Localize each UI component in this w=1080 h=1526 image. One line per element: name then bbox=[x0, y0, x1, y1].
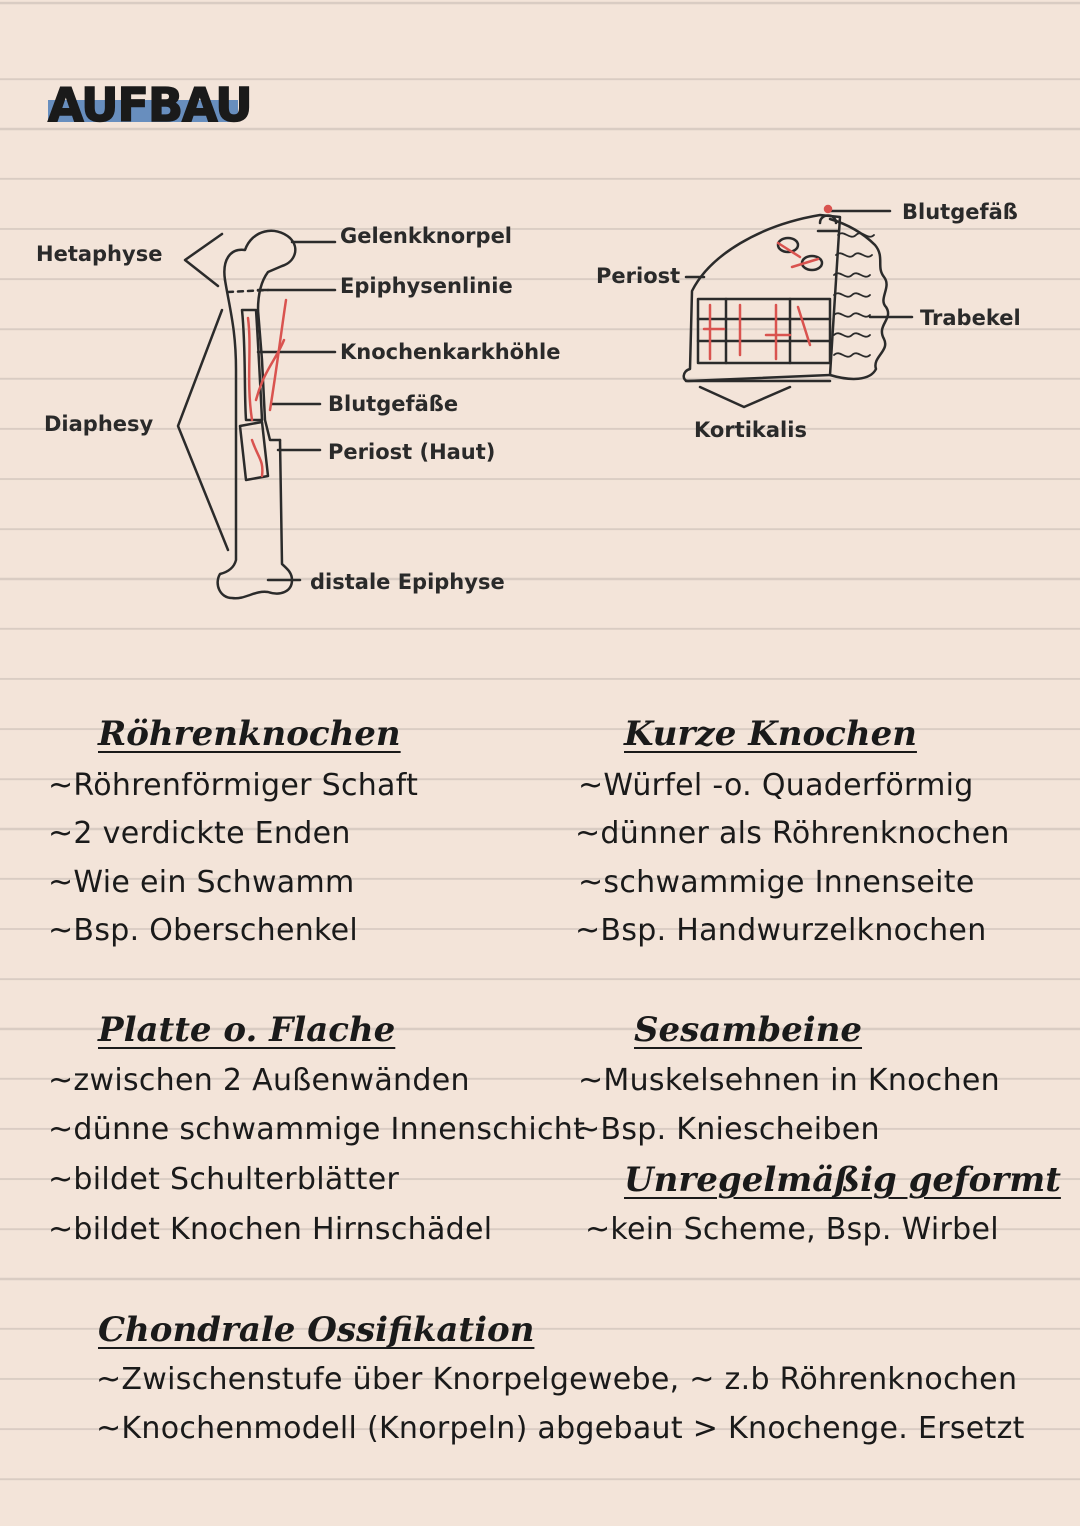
list-item: ~Bsp. Kniescheiben bbox=[575, 1112, 880, 1147]
label-trabekel: Trabekel bbox=[920, 306, 1021, 330]
label-gelenkknorpel: Gelenkknorpel bbox=[340, 224, 513, 248]
heading-chondrale: Chondrale Ossifikation bbox=[98, 1310, 535, 1350]
bone-head bbox=[224, 231, 295, 310]
list-item: ~schwammige Innenseite bbox=[578, 865, 975, 900]
heading-platte: Platte o. Flache bbox=[98, 1010, 396, 1050]
list-item: ~Würfel -o. Quaderförmig bbox=[578, 768, 974, 803]
list-item: ~Röhrenförmiger Schaft bbox=[48, 768, 419, 803]
list-item: ~Wie ein Schwamm bbox=[48, 865, 355, 900]
heading-sesambeine: Sesambeine bbox=[634, 1010, 863, 1050]
list-item: ~Muskelsehnen in Knochen bbox=[578, 1063, 1000, 1098]
label-blutgefaesse: Blutgefäße bbox=[328, 392, 459, 416]
list-item: ~Knochenmodell (Knorpeln) abgebaut > Knochenge. Ersetzt bbox=[96, 1411, 1025, 1446]
list-item: ~dünner als Röhrenknochen bbox=[575, 816, 1010, 851]
list-item: ~Zwischenstufe über Knorpelgewebe, ~ z.b Röhrenknochen bbox=[96, 1362, 1018, 1397]
list-item: ~bildet Schulterblätter bbox=[48, 1162, 400, 1197]
heading-roehrenknochen: Röhrenknochen bbox=[98, 714, 401, 754]
list-item: ~bildet Knochen Hirnschädel bbox=[48, 1212, 493, 1247]
label-markhoehle: Knochenkarkhöhle bbox=[340, 340, 561, 364]
list-item: ~Bsp. Oberschenkel bbox=[48, 913, 359, 948]
vessel-1 bbox=[248, 318, 252, 420]
section-inner bbox=[698, 299, 830, 363]
periost-cut bbox=[240, 422, 268, 480]
list-item: ~dünne schwammige Innenschicht bbox=[48, 1112, 586, 1147]
label-distale-epiphyse: distale Epiphyse bbox=[310, 570, 505, 594]
heading-unregelmaessig: Unregelmäßig geformt bbox=[624, 1160, 1061, 1200]
heading-kurze-knochen: Kurze Knochen bbox=[624, 714, 917, 754]
list-item: ~Bsp. Handwurzelknochen bbox=[575, 913, 987, 948]
label-metaphyse: Hetaphyse bbox=[36, 242, 163, 266]
list-item: ~2 verdickte Enden bbox=[48, 816, 351, 851]
vessel-2 bbox=[270, 300, 286, 410]
label-epiphysenlinie: Epiphysenlinie bbox=[340, 274, 513, 298]
list-item: ~kein Scheme, Bsp. Wirbel bbox=[585, 1212, 999, 1247]
label-periost-haut: Periost (Haut) bbox=[328, 440, 496, 464]
label-blutgefaess: Blutgefäß bbox=[902, 200, 1018, 224]
page-title: AUFBAU bbox=[48, 78, 252, 132]
label-periost: Periost bbox=[596, 264, 681, 288]
label-kortikalis: Kortikalis bbox=[694, 418, 807, 442]
list-item: ~zwischen 2 Außenwänden bbox=[48, 1063, 470, 1098]
kortikalis-brace bbox=[700, 387, 790, 407]
vessel-4 bbox=[252, 440, 262, 476]
section-vessel-1 bbox=[704, 305, 810, 359]
metaphyse-bracket bbox=[185, 234, 222, 286]
label-diaphyse: Diaphesy bbox=[44, 412, 154, 436]
diaphyse-bracket bbox=[178, 310, 228, 550]
page-title-wrap bbox=[48, 78, 252, 132]
